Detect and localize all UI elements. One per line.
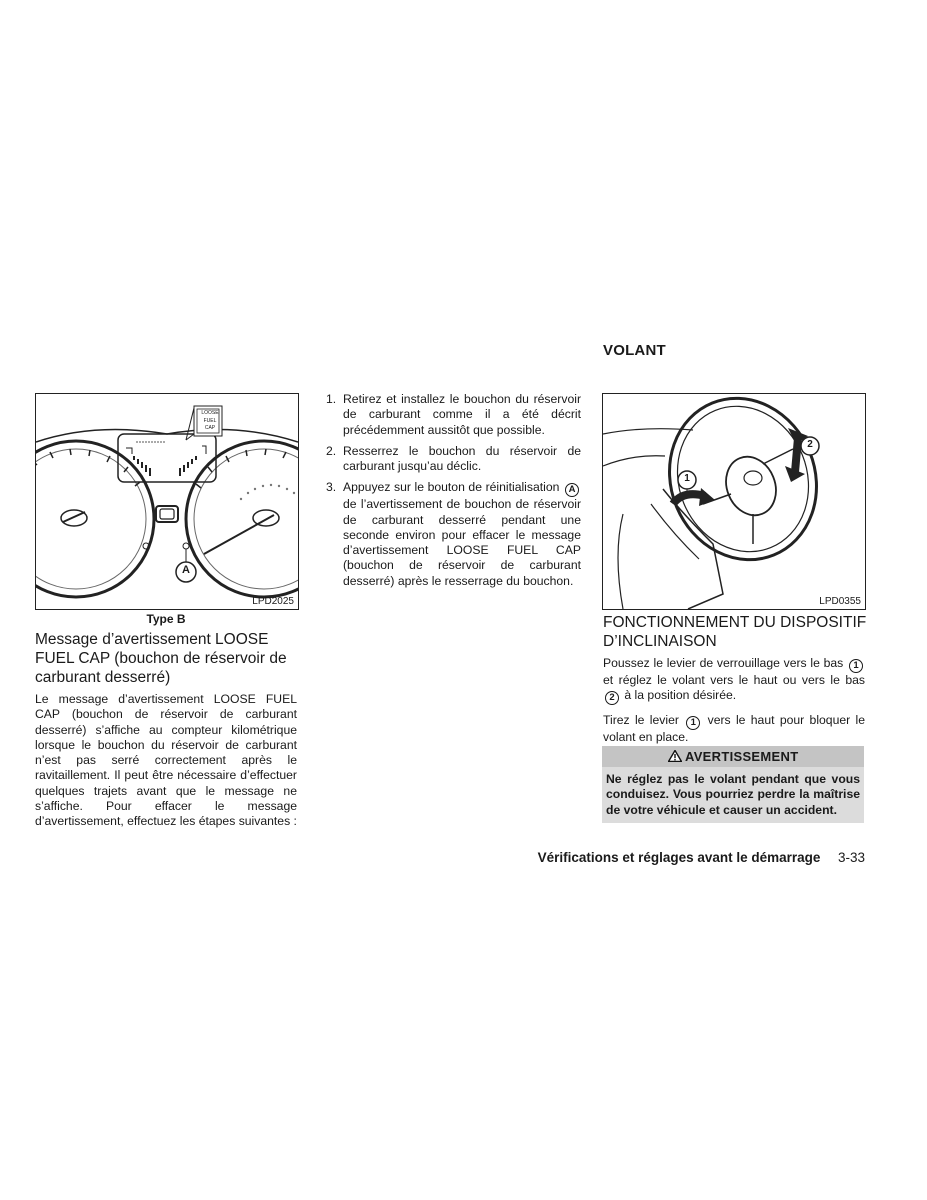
heading-line-2: FUEL CAP (bouchon de réservoir de <box>35 650 287 667</box>
instrument-cluster-illustration <box>36 394 298 609</box>
instrument-cluster-figure <box>35 393 299 610</box>
warning-title: AVERTISSEMENT <box>684 749 799 764</box>
para2-text-b: vers le haut pour bloquer le volant en place. <box>603 712 866 744</box>
warning-box <box>602 746 864 823</box>
step-text: Resserrez le bouchon du réservoir de carburant jusqu’au déclic. <box>343 443 581 474</box>
loose-fuel-cap-heading <box>35 630 300 687</box>
step-item <box>326 444 581 475</box>
callout-a-label: A <box>182 564 190 576</box>
warning-triangle-icon <box>668 750 682 762</box>
warning-header <box>602 746 864 767</box>
warning-text: Ne réglez pas le volant pendant que vous conduisez. Vous pourriez perdre la maîtrise de votre véhicule et causer un accident. <box>606 772 860 817</box>
figure-caption: Type B <box>146 612 186 626</box>
steering-wheel-figure <box>602 393 866 610</box>
page-number: 3-33 <box>837 850 865 865</box>
step-item <box>326 480 581 589</box>
footer-title: Vérifications et réglages avant le démarrage <box>537 850 821 865</box>
steps-list <box>326 392 581 595</box>
tilt-heading <box>603 613 868 651</box>
step-text: Retirez et installez le bouchon du réservoir de carburant comme il a été décrit précédemment aussitôt que possible. <box>343 392 581 437</box>
figure-code: LPD2025 <box>252 596 294 607</box>
step-text-a: Appuyez sur le bouton de réinitialisation <box>343 480 560 495</box>
step-number: 2. <box>326 443 337 458</box>
callout-2-marker: 2 <box>605 691 619 705</box>
heading-line-2: D’INCLINAISON <box>603 633 717 650</box>
step-number: 1. <box>326 392 337 406</box>
tilt-paragraph-2 <box>603 713 865 745</box>
display-line-2: FUEL <box>203 417 217 424</box>
page-footer <box>520 850 865 865</box>
step-number: 3. <box>326 480 337 495</box>
callout-1-marker: 1 <box>849 659 863 673</box>
step-item <box>326 392 581 438</box>
loose-fuel-cap-display <box>199 410 221 433</box>
para1-text-c: à la position désirée. <box>624 688 737 703</box>
callout-a-marker: A <box>565 483 579 497</box>
step-text-b: de l’avertissement de bouchon de réservoir de carburant desserré pendant une seconde environ pour effacer le message d’avertissement LOOSE FUEL CAP (bouchon de réservoir de carburant desserré) après le resserrage du bouchon. <box>343 497 581 588</box>
steering-wheel-illustration <box>603 394 865 609</box>
loose-fuel-cap-paragraph <box>35 692 297 838</box>
display-line-3: CAP <box>204 425 216 431</box>
tilt-paragraphs <box>603 656 865 753</box>
para2-text-a: Tirez le levier <box>603 712 679 727</box>
figure-code: LPD0355 <box>819 596 861 607</box>
para1-text-b: et réglez le volant vers le haut ou vers le bas <box>603 672 865 687</box>
heading-line-1: FONCTIONNEMENT DU DISPOSITIF <box>603 614 867 631</box>
callout-1-marker: 1 <box>686 716 700 730</box>
para1-text-a: Poussez le levier de verrouillage vers le bas <box>603 656 844 670</box>
paragraph-text: Le message d’avertissement LOOSE FUEL CAP (bouchon de réservoir de carburant desserré) s’affiche au compteur kilométrique lorsque le bouchon du réservoir de carburant n’est pas serré correctement après le ravitaillement. Il peut être nécessaire d’effectuer quelques trajets avant que le message ne s’affiche. Pour effacer le message d’avertissement, effectuez les étapes suivantes : <box>35 692 297 829</box>
display-line-1: LOOSE <box>201 410 219 416</box>
tilt-paragraph-1 <box>603 656 865 705</box>
heading-line-1: Message d’avertissement LOOSE <box>35 631 269 648</box>
heading-line-3: carburant desserré) <box>35 669 171 686</box>
callout-1-label: 1 <box>684 473 690 484</box>
callout-2-label: 2 <box>807 439 813 450</box>
section-title: VOLANT <box>603 342 666 359</box>
